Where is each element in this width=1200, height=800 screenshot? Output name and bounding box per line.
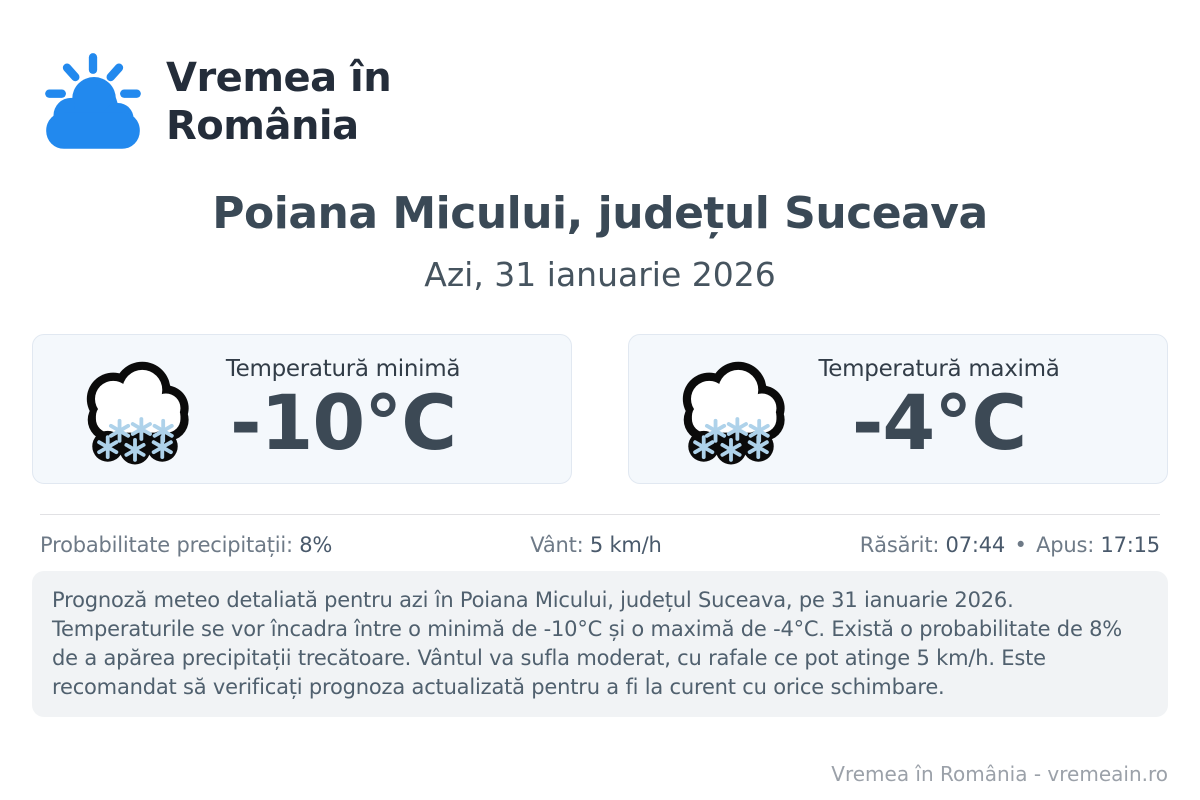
temperature-cards [32,334,1168,484]
brand-header [0,46,1200,158]
precipitation-value: 8% [299,533,333,557]
wind-value: 5 km/h [589,533,662,557]
precipitation-label: Probabilitate precipitații: [40,533,293,557]
forecast-description: Prognoză meteo detaliată pentru azi în Poiana Micului, județul Suceava, pe 31 ianuarie 2026. Temperaturile se vor încadra între o minimă de -10°C și o maximă de -4°C. Există o probabilitate de 8% de a apărea precipitații trecătoare. Vântul va sufla moderat, cu rafale ce pot atinge 5 km/h. Este recomandat să verificați prognoza actualizată pentru a fi la curent cu orice schimbare. [32,571,1168,717]
max-temperature-card [628,334,1168,484]
dot-separator: • [1014,533,1027,557]
page-subtitle: Azi, 31 ianuarie 2026 [424,255,776,294]
divider [40,514,1160,515]
page-title: Poiana Micului, județul Suceava [212,188,988,239]
max-temperature-text [805,356,1073,468]
footer-credit: Vremea în România - vremeain.ro [831,762,1168,786]
sun-stat [860,533,1160,557]
min-temperature-value: -10°C [229,378,457,468]
min-temperature-card [32,334,572,484]
brand-name-line2: România [166,103,359,149]
wind-stat [530,533,661,557]
min-temperature-text [209,356,477,468]
sun-cloud-icon [40,50,146,154]
brand-name-line1: Vremea în [166,55,392,101]
precipitation-stat [40,533,332,557]
brand-name [166,54,391,150]
max-temperature-value: -4°C [851,378,1027,468]
stats-row [40,533,1160,557]
min-temperature-label: Temperatură minimă [225,356,461,383]
wind-label: Vânt: [530,533,584,557]
snow-cloud-icon [671,353,791,465]
sunset-value: 17:15 [1100,533,1160,557]
sunset-label: Apus: [1036,533,1095,557]
max-temperature-label: Temperatură maximă [818,356,1060,383]
sunrise-value: 07:44 [945,533,1006,557]
sunrise-label: Răsărit: [859,533,940,557]
snow-cloud-icon [75,353,195,465]
